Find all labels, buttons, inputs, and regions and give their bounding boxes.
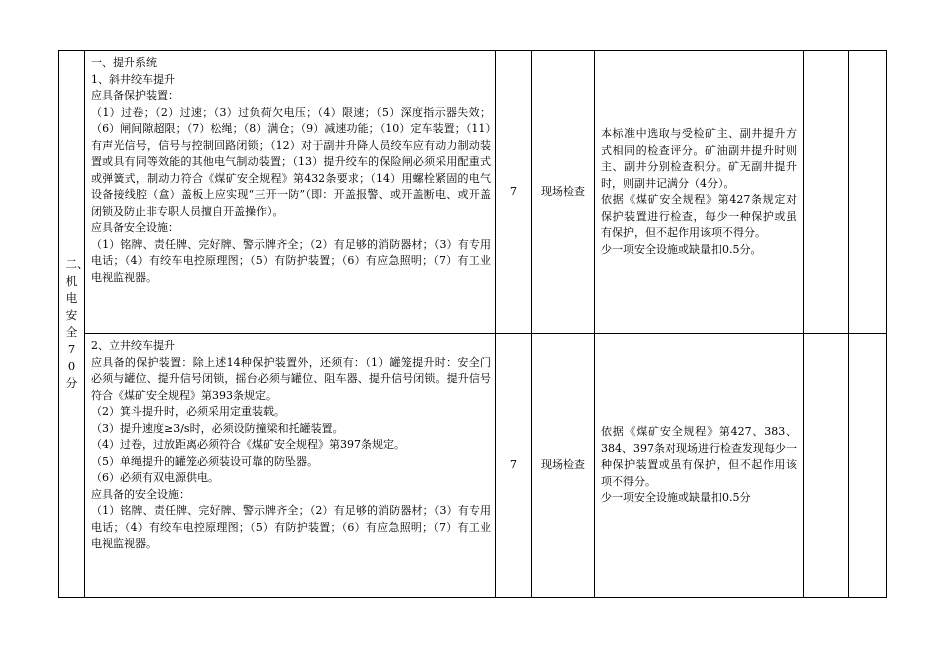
content-line: （6）必须有双电源供电。 [91, 471, 219, 484]
empty-cell [804, 51, 849, 334]
content-cell [85, 334, 496, 598]
inspection-table [58, 50, 887, 598]
section-label: 二、机电安全70分 [65, 257, 89, 390]
score-cell: 7 [496, 51, 532, 334]
content-cell [85, 51, 496, 334]
content-line: 应具备安全设施： [91, 221, 179, 234]
remark-cell [595, 334, 804, 598]
content-line: （3）提升速度≥3/s时，必须设防撞梁和托罐装置。 [91, 421, 344, 435]
content-line: 应具备保护装置： [91, 89, 179, 102]
remark-line: 依据《煤矿安全规程》第427、383、384、397条对现场进行检查发现每少一种保护装置或虽有保护，但不起作用该项不得分。 [601, 425, 797, 488]
content-subheading: 2、立井绞车提升 [91, 339, 175, 352]
remark-line: 依据《煤矿安全规程》第427条规定对保护装置进行检查，每少一种保护或虽有保护，但不起作用该项不得分。 [601, 193, 797, 239]
content-paragraph: 应具备的保护装置：除上述14种保护装置外，还须有：（1）罐笼提升时：安全门必须与罐位、提升信号闭锁，摇台必须与罐位、阻车器、提升信号闭锁。提升信号符合《煤矿安全规程》第393条规定。 [91, 355, 491, 402]
content-heading: 一、提升系统 [91, 56, 157, 69]
method-cell: 现场检查 [532, 51, 595, 334]
score-cell: 7 [496, 334, 532, 598]
remark-cell [595, 51, 804, 334]
content-paragraph: （1）铭牌、责任牌、完好牌、警示牌齐全；（2）有足够的消防器材；（3）有专用电话；（4）有绞车电控原理图；（5）有防护装置；（6）有应急照明；（7）有工业电视监视器。 [91, 504, 491, 550]
method-cell: 现场检查 [532, 334, 595, 598]
content-paragraph: （1）过卷；（2）过速；（3）过负荷欠电压；（4）限速；（5）深度指示器失效；（6）闸间隙超限；（7）松绳；（8）满仓；（9）减速功能；（10）定车装置；（11）有声光信号，信号与控制回路闭锁；（12）对于副井升降人员绞车应有动力制动装置或具有同等效能的其他电气制动装置；（13）提升绞车的保险闸必须采用配重式或弹簧式，制动力符合《煤矿安全规程》第432条要求；（14）用螺栓紧固的电气设备接线腔（盒）盖板上应实现“三开一防”（即：开盖报警、或开盖断电、或开盖闭锁及防止非专职人员擅自开盖操作）。 [91, 105, 491, 218]
empty-cell [804, 334, 849, 598]
table-row [59, 51, 887, 334]
table-row [59, 334, 887, 598]
content-line: （5）单绳提升的罐笼必须装设可靠的防坠器。 [91, 454, 318, 468]
remark-line: 少一项安全设施或缺量扣0.5分。 [601, 242, 762, 256]
section-label-cell [59, 51, 89, 598]
content-line: （4）过卷，过放距离必须符合《煤矿安全规程》第397条规定。 [91, 438, 405, 451]
remark-line: 少一项安全设施或缺量扣0.5分 [601, 491, 751, 505]
content-paragraph: （1）铭牌、责任牌、完好牌、警示牌齐全；（2）有足够的消防器材；（3）有专用电话；（4）有绞车电控原理图；（5）有防护装置；（6）有应急照明；（7）有工业电视监视器。 [91, 237, 491, 284]
empty-cell [849, 334, 887, 598]
content-line: （2）箕斗提升时，必须采用定重装载。 [91, 405, 285, 418]
remark-line: 本标准中选取与受检矿主、副井提升方式相同的检查评分。矿油副井提升时则主、副井分别检查积分。矿无副井提升时，则副井记满分（4分）。 [601, 127, 797, 190]
empty-cell [849, 51, 887, 334]
content-line: 应具备的安全设施： [91, 487, 190, 501]
content-subheading: 1、斜井绞车提升 [91, 72, 175, 86]
